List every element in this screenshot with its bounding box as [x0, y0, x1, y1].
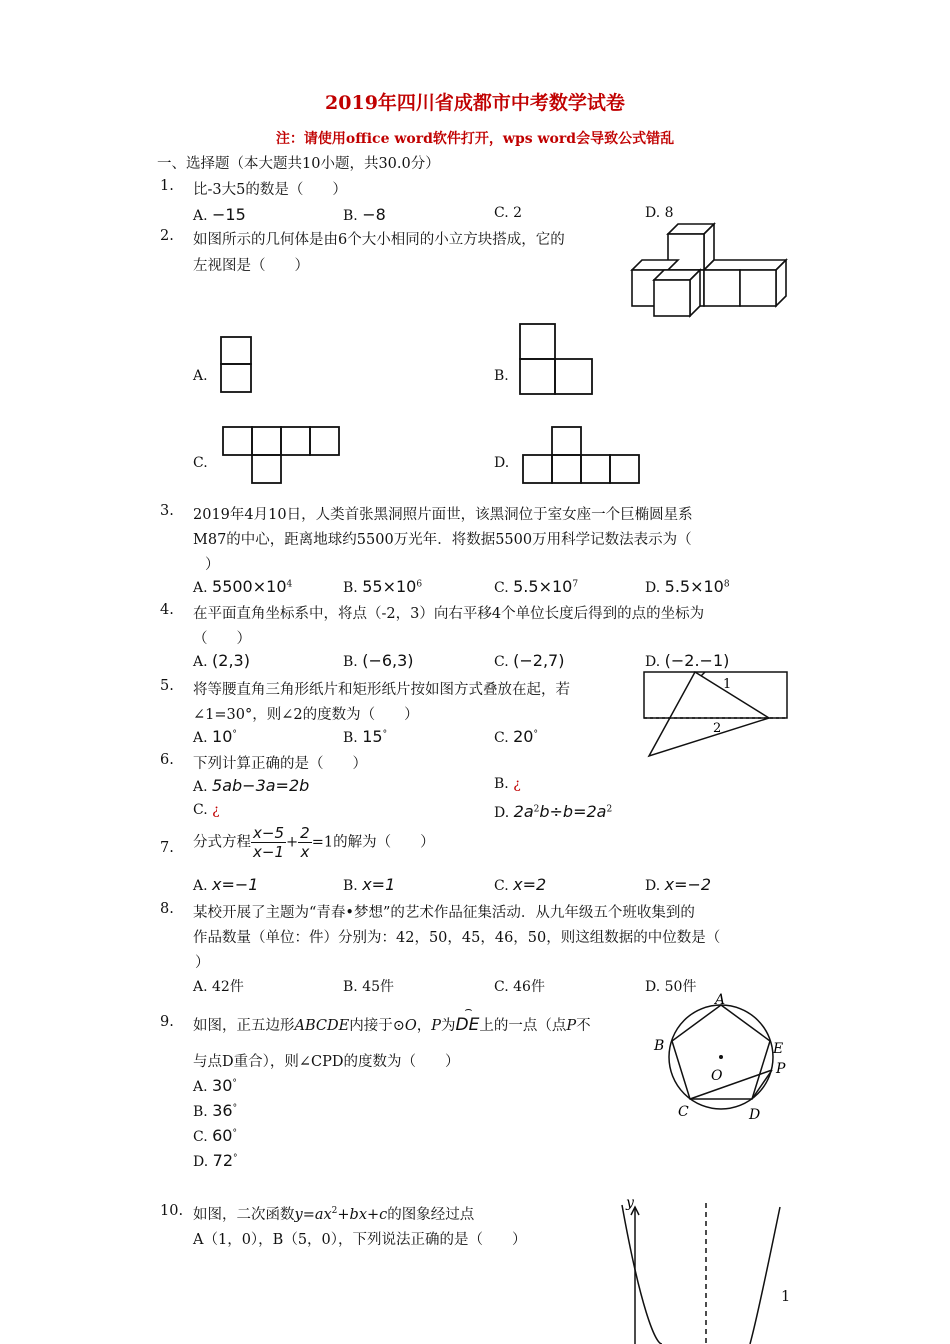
q5-line2: ∠1=30°，则∠2的度数为（ ）: [193, 707, 419, 723]
q3-line2: M87的中心，距离地球约5500万光年．将数据5500万用科学记数法表示为（: [193, 532, 692, 548]
q3-line3: ）: [205, 557, 220, 573]
q1-option-c: C. 2: [494, 205, 523, 221]
q7-option-b: B. x=1: [343, 875, 396, 894]
q6-option-a: A. 5ab−3a=2b: [193, 776, 310, 795]
vertex-e-label: E: [773, 1041, 784, 1057]
q1-stem: 比-3大5的数是（ ）: [193, 182, 347, 198]
q6-option-b: B. ¿: [494, 776, 521, 792]
q3-option-d: D. $5.5\times 10^8$: [645, 577, 730, 596]
q6-option-d: D. $2a^2b\div b=2a^2$: [494, 802, 613, 821]
q10-number: 10.: [160, 1203, 184, 1219]
vertex-a-label: A: [715, 992, 726, 1008]
q9-option-b: B. 36°: [193, 1101, 238, 1120]
section-heading: 一、选择题（本大题共10小题，共30.0分）: [157, 156, 440, 172]
q5-line1: 将等腰直角三角形纸片和矩形纸片按如图方式叠放在起，若: [193, 682, 570, 698]
q1-option-a: A. −15: [193, 205, 246, 224]
q5-figure: [643, 670, 789, 760]
page-number: 1: [781, 1289, 791, 1305]
q2-number: 2.: [160, 228, 174, 244]
q3-option-b: B. $55\times 10^6$: [343, 577, 423, 596]
q2-option-c-label: C.: [193, 455, 208, 471]
q4-option-c: C. (−2,7): [494, 651, 565, 670]
q2-option-a-figure: [220, 336, 252, 394]
q8-line1: 某校开展了主题为“青春•梦想”的艺术作品征集活动．从九年级五个班收集到的: [193, 905, 695, 921]
q5-option-c: C. 20°: [494, 727, 538, 746]
q9-figure: [652, 990, 792, 1123]
q3-line1: 2019年4月10日，人类首张黑洞照片面世，该黑洞位于室女座一个巨椭圆星系: [193, 507, 693, 523]
q6-number: 6.: [160, 752, 174, 768]
q4-option-b: B. (−6,3): [343, 651, 414, 670]
q1-option-d: D. 8: [645, 205, 674, 221]
q7-option-a: A. x=−1: [193, 875, 259, 894]
q4-option-a: A. (2,3): [193, 651, 250, 670]
q5-option-a: A. 10°: [193, 727, 237, 746]
q9-option-c: C. 60°: [193, 1126, 237, 1145]
vertex-b-label: B: [654, 1038, 665, 1054]
q4-option-d: D. (−2.−1): [645, 651, 730, 670]
q9-option-a: A. 30°: [193, 1076, 237, 1095]
angle-2-label: 2: [713, 721, 722, 736]
q2-option-d-label: D.: [494, 455, 510, 471]
q4-line2: （ ）: [193, 631, 251, 647]
q10-line2: A（1，0），B（5，0），下列说法正确的是（ ）: [193, 1232, 527, 1248]
q7-number: 7.: [160, 840, 174, 856]
q2-line2: 左视图是（ ）: [193, 258, 309, 274]
q1-number: 1.: [160, 178, 174, 194]
q9-line2: 与点D重合），则∠CPD的度数为（ ）: [193, 1054, 460, 1070]
q7-option-d: D. x=−2: [645, 875, 712, 894]
q3-number: 3.: [160, 503, 174, 519]
page-title: 2019年四川省成都市中考数学试卷: [325, 92, 625, 114]
q5-option-b: B. 15°: [343, 727, 388, 746]
q1-option-b: B. −8: [343, 205, 386, 224]
q9-number: 9.: [160, 1014, 174, 1030]
q10-line1: 如图，二次函数$y=ax^2+bx+c$的图象经过点: [193, 1206, 475, 1223]
q7-option-c: C. x=2: [494, 875, 547, 894]
q2-line1: 如图所示的几何体是由6个大小相同的小立方块搭成，它的: [193, 232, 565, 248]
q6-option-c: C. ¿: [193, 802, 220, 818]
q2-option-d-figure: [522, 426, 640, 484]
software-note: 注：请使用office word软件打开，wps word会导致公式错乱: [275, 131, 675, 147]
center-o-label: O: [711, 1068, 723, 1084]
q7-stem: 分式方程 $\frac{x-5}{x-1}$ + $\frac{2}{x}$ =1的解为（ ）: [193, 824, 435, 861]
q8-line2: 作品数量（单位：件）分别为：42，50，45，46，50，则这组数据的中位数是（: [193, 930, 721, 946]
q6-stem: 下列计算正确的是（ ）: [193, 756, 367, 772]
q5-number: 5.: [160, 678, 174, 694]
q3-option-c: C. $5.5\times 10^7$: [494, 577, 579, 596]
q3-option-a: A. $5500\times 10^4$: [193, 577, 293, 596]
q2-option-a-label: A.: [193, 368, 208, 384]
angle-1-label: 1: [723, 677, 732, 692]
q9-line1: 如图，正五边形ABCDE内接于⊙O，P为 ⌢ DE上的一点（点P不: [193, 1002, 591, 1035]
q2-option-c-figure: [222, 426, 340, 484]
q8-line3: ）: [195, 955, 210, 971]
q8-option-d: D. 50件: [645, 979, 697, 995]
q8-number: 8.: [160, 901, 174, 917]
vertex-d-label: D: [749, 1107, 761, 1123]
q2-option-b-figure: [519, 323, 595, 395]
vertex-c-label: C: [678, 1104, 689, 1120]
q9-option-d: D. 72°: [193, 1151, 238, 1170]
q4-number: 4.: [160, 602, 174, 618]
q10-figure: [600, 1195, 785, 1344]
q4-line1: 在平面直角坐标系中，将点（-2，3）向右平移4个单位长度后得到的点的坐标为: [193, 606, 705, 622]
point-p-label: P: [776, 1061, 786, 1077]
q8-option-c: C. 46件: [494, 979, 545, 995]
q2-solid-figure: [628, 220, 793, 315]
q8-option-a: A. 42件: [193, 979, 244, 995]
y-axis-label: y: [626, 1195, 634, 1211]
q2-option-b-label: B.: [494, 368, 509, 384]
center-point: [719, 1055, 723, 1059]
q8-option-b: B. 45件: [343, 979, 395, 995]
